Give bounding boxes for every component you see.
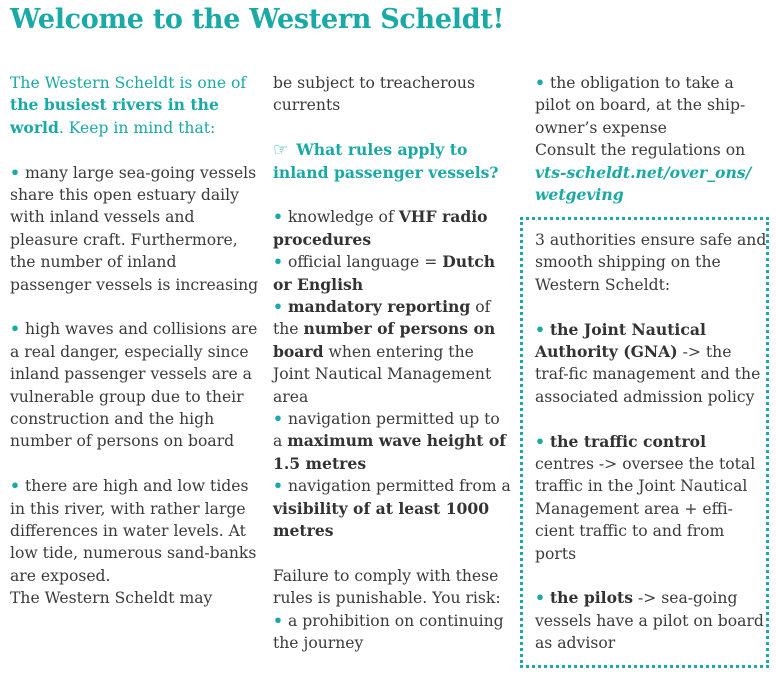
rule-text: official language =	[287, 253, 443, 272]
consult-text: Consult the regulations on	[535, 141, 746, 160]
risk-text: the obligation to take a pilot on board, at the ship-owner’s expense	[535, 74, 746, 137]
bullet-item	[10, 475, 260, 587]
risk-text: a prohibition on continuing the journey	[273, 611, 504, 653]
rule-item	[273, 408, 513, 475]
rule-emphasis: mandatory reporting	[287, 297, 471, 317]
rule-emphasis: visibility of at least 1000 metres	[273, 498, 490, 541]
authority-description: -> the traf-fic management and the associated admission policy	[535, 343, 761, 406]
rule-emphasis: maximum wave height of 1.5 metres	[273, 431, 506, 473]
intro-emphasis: the busiest rivers in the world	[10, 95, 219, 137]
authority-item	[535, 587, 767, 654]
bullet-item	[10, 318, 260, 452]
bullet-icon: •	[273, 252, 283, 272]
rule-emphasis: VHF radio procedures	[273, 207, 488, 249]
rule-item	[273, 296, 513, 408]
bullet-icon: •	[273, 476, 283, 496]
bullet-icon: •	[535, 73, 545, 92]
section-heading-text: What rules apply to inland passenger vessels?	[273, 140, 499, 182]
penalty-text: Failure to comply with these rules is punishable. You risk:	[273, 566, 501, 608]
bullet-icon: •	[273, 409, 283, 429]
bullet-icon: •	[10, 162, 20, 182]
rule-text: navigation permitted from a	[287, 477, 511, 496]
bullet-item	[10, 162, 260, 296]
page-title: Welcome to the Western Scheldt!	[10, 4, 505, 35]
column-1	[10, 72, 260, 610]
column-2	[273, 72, 513, 655]
bullet-text: many large sea-going vessels share this open estuary daily with inland vessels and pleasure craft. Furthermore, the number of inland passenger vessels is increasing	[10, 163, 259, 294]
authority-name: the pilots	[549, 588, 633, 608]
intro-text-end: . Keep in mind that:	[58, 118, 216, 137]
bullet-icon: •	[273, 207, 283, 227]
authorities-intro: 3 authorities ensure safe and smooth shipping on the Western Scheldt:	[535, 231, 767, 294]
rule-item	[273, 206, 513, 251]
intro-paragraph	[10, 72, 260, 139]
rule-text: knowledge of	[287, 208, 399, 227]
rule-emphasis: number of persons on board	[273, 319, 496, 361]
bullet-icon: •	[535, 431, 545, 451]
bullet-icon: •	[10, 319, 20, 339]
continued-text: The Western Scheldt may	[10, 589, 213, 608]
continued-text: be subject to treacherous currents	[273, 74, 475, 115]
authority-description: -> sea-going vessels have a pilot on board as advisor	[535, 589, 764, 653]
section-heading	[273, 139, 513, 184]
bullet-icon: •	[273, 297, 283, 317]
rule-item	[273, 251, 513, 296]
risk-item	[273, 610, 513, 655]
bullet-text: high waves and collisions are a real danger, especially since inland passenger vessels are a vulnerable group due to their construction and the high number of persons on board	[10, 320, 258, 451]
regulations-link[interactable]: vts-scheldt.net/over_ons/ wetgeving	[535, 162, 752, 205]
bullet-text: there are high and low tides in this river, with rather large differences in water levels. At low tide, numerous sand-banks are exposed.	[10, 477, 257, 585]
pointing-hand-icon: ☞	[273, 140, 289, 161]
rule-emphasis: Dutch or English	[273, 252, 496, 294]
bullet-icon: •	[535, 319, 545, 339]
rule-text: when entering the Joint Nautical Management area	[273, 342, 492, 406]
authorities-content	[535, 229, 767, 655]
column-3	[535, 72, 770, 206]
authority-item	[535, 319, 767, 409]
authority-description: centres -> oversee the total traffic in the Joint Nautical Management area + effi-cient traffic to and from ports	[535, 455, 756, 563]
authority-item	[535, 431, 767, 565]
intro-text: The Western Scheldt is one of	[10, 74, 247, 92]
authority-name: the traffic control	[549, 431, 707, 451]
bullet-icon: •	[273, 610, 283, 630]
authority-name: the Joint Nautical Authority (GNA)	[535, 319, 706, 362]
rule-text: of the	[273, 298, 491, 339]
rule-text: navigation permitted up to a	[273, 410, 500, 451]
risk-item	[535, 72, 770, 139]
bullet-icon: •	[10, 476, 20, 496]
rule-item	[273, 475, 513, 542]
bullet-icon: •	[535, 588, 545, 608]
